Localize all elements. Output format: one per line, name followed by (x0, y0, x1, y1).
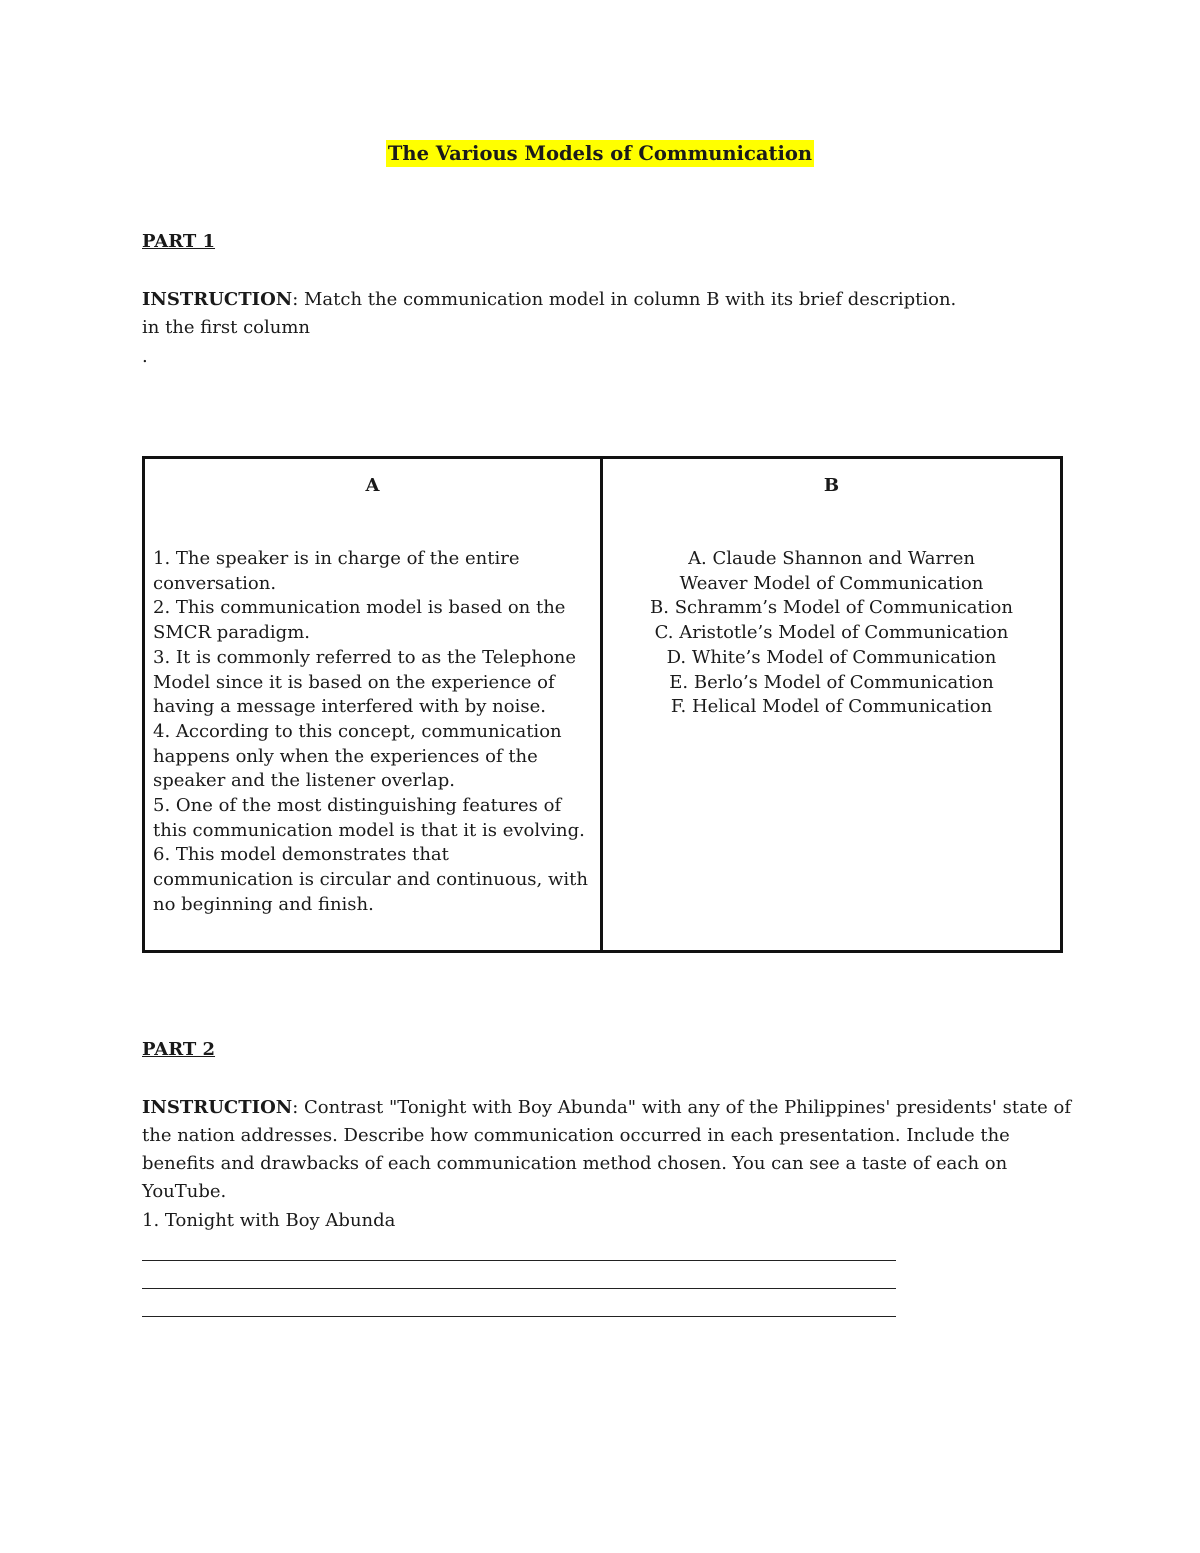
model-item: D. White’s Model of Communication (666, 646, 997, 668)
model-item: C. Aristotle’s Model of Communication (654, 622, 1009, 644)
part1-instruction (142, 286, 1072, 342)
description-item: 5. One of the most distinguishing features of this communication model is that it is evolving. (153, 795, 585, 841)
part2-item1-label: 1. Tonight with Boy Abunda (142, 1210, 396, 1231)
answer-line[interactable] (142, 1260, 896, 1261)
column-a-header: A (365, 475, 380, 496)
matching-table (142, 456, 1063, 953)
part1-instruction-text: : Match the communication model in column B with its brief description. (292, 289, 957, 310)
part1-heading: PART 1 (142, 231, 216, 252)
description-item: 4. According to this concept, communication happens only when the experiences of the speaker and the listener overlap. (153, 720, 562, 792)
model-item: A. Claude Shannon and Warren (688, 548, 975, 569)
page-title-text: The Various Models of Communication (387, 142, 813, 165)
description-item: 1. The speaker is in charge of the entire conversation. (153, 548, 520, 594)
model-item: B. Schramm’s Model of Communication (650, 597, 1013, 619)
column-b (603, 459, 1060, 950)
part1-instruction-line2: in the first column (142, 317, 311, 338)
part2-instruction-text: : Contrast "Tonight with Boy Abunda" with any of the Philippines' presidents' state of the nation addresses. Describe how communication occurred in each presentation. Include the benefits and drawbacks of each communication method chosen. You can see a taste of each on YouTube. (142, 1097, 1071, 1202)
part1-instruction-label: INSTRUCTION (142, 289, 293, 310)
column-b-list (603, 547, 1060, 720)
page-title (0, 142, 1200, 165)
part2-instruction-label: INSTRUCTION (142, 1097, 293, 1118)
description-item: 3. It is commonly referred to as the Telephone Model since it is based on the experience of having a message interfered with by noise. (153, 646, 577, 718)
column-b-header: B (823, 475, 840, 496)
answer-line[interactable] (142, 1288, 896, 1289)
trailing-mark: . (142, 346, 148, 367)
description-item: 6. This model demonstrates that communication is circular and continuous, with no beginning and finish. (153, 844, 588, 915)
description-item: 2. This communication model is based on the SMCR paradigm. (153, 597, 566, 644)
answer-line[interactable] (142, 1316, 896, 1317)
model-item: Weaver Model of Communication (679, 572, 984, 594)
column-a-list (153, 547, 593, 918)
model-item: F. Helical Model of Communication (670, 696, 993, 718)
column-a (145, 459, 603, 950)
part2-heading: PART 2 (142, 1039, 216, 1060)
model-item: E. Berlo’s Model of Communication (669, 671, 994, 693)
part2-instruction (142, 1094, 1072, 1206)
